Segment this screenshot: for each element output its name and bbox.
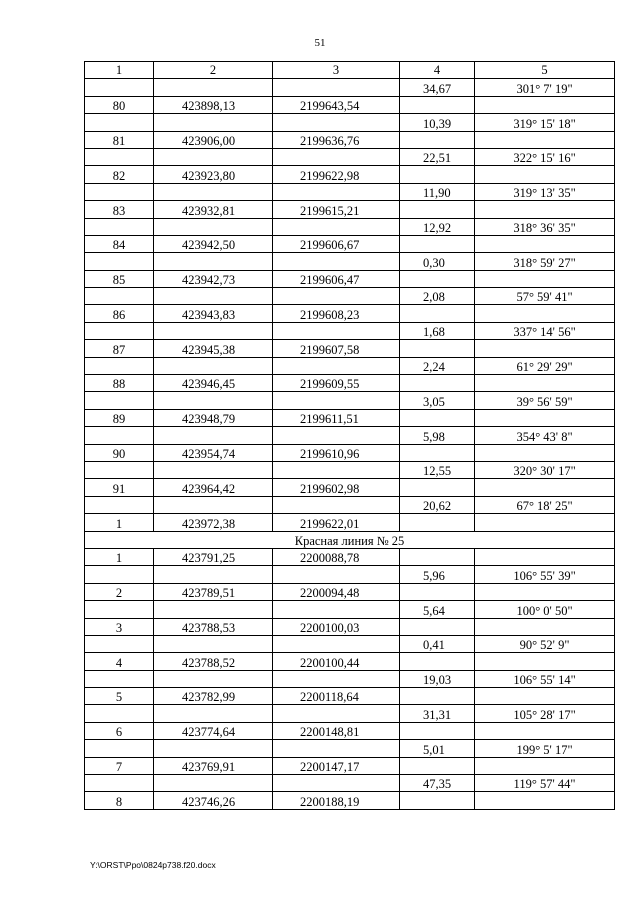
y-coordinate-cell <box>273 461 400 478</box>
x-coordinate-cell <box>154 288 273 305</box>
bearing-cell: 319° 15' 18" <box>475 114 615 131</box>
point-number-cell <box>85 148 154 165</box>
y-coordinate-cell: 2199609,55 <box>273 375 400 392</box>
x-coordinate-cell: 423769,91 <box>154 757 273 774</box>
bearing-cell <box>475 270 615 287</box>
y-coordinate-cell <box>273 79 400 96</box>
point-number-cell <box>85 253 154 270</box>
point-number-cell: 84 <box>85 235 154 252</box>
point-number-cell: 83 <box>85 201 154 218</box>
segment-row <box>85 427 615 444</box>
header-cell: 3 <box>273 62 400 79</box>
y-coordinate-cell <box>273 114 400 131</box>
bearing-cell: 105° 28' 17" <box>475 705 615 722</box>
x-coordinate-cell: 423946,45 <box>154 375 273 392</box>
segment-row <box>85 705 615 722</box>
bearing-cell <box>475 514 615 531</box>
x-coordinate-cell: 423906,00 <box>154 131 273 148</box>
point-number-cell: 82 <box>85 166 154 183</box>
distance-cell: 3,05 <box>400 392 475 409</box>
y-coordinate-cell: 2199622,01 <box>273 514 400 531</box>
point-row <box>85 548 615 565</box>
page-number: 51 <box>314 37 326 49</box>
header-cell: 1 <box>85 62 154 79</box>
x-coordinate-cell <box>154 148 273 165</box>
y-coordinate-cell: 2199606,67 <box>273 235 400 252</box>
y-coordinate-cell: 2199636,76 <box>273 131 400 148</box>
distance-cell: 20,62 <box>400 496 475 513</box>
distance-cell: 2,08 <box>400 288 475 305</box>
segment-row <box>85 670 615 687</box>
bearing-cell <box>475 340 615 357</box>
point-row <box>85 131 615 148</box>
segment-row <box>85 461 615 478</box>
y-coordinate-cell: 2199606,47 <box>273 270 400 287</box>
x-coordinate-cell: 423964,42 <box>154 479 273 496</box>
bearing-cell <box>475 375 615 392</box>
bearing-cell: 320° 30' 17" <box>475 461 615 478</box>
y-coordinate-cell: 2200118,64 <box>273 688 400 705</box>
point-number-cell: 6 <box>85 722 154 739</box>
point-row <box>85 618 615 635</box>
y-coordinate-cell: 2199643,54 <box>273 96 400 113</box>
bearing-cell <box>475 757 615 774</box>
bearing-cell: 199° 5' 17" <box>475 740 615 757</box>
distance-cell <box>400 444 475 461</box>
x-coordinate-cell <box>154 322 273 339</box>
distance-cell: 0,41 <box>400 635 475 652</box>
point-number-cell: 81 <box>85 131 154 148</box>
bearing-cell: 61° 29' 29" <box>475 357 615 374</box>
point-row <box>85 792 615 809</box>
distance-cell <box>400 722 475 739</box>
x-coordinate-cell: 423945,38 <box>154 340 273 357</box>
y-coordinate-cell <box>273 566 400 583</box>
point-number-cell <box>85 461 154 478</box>
x-coordinate-cell: 423746,26 <box>154 792 273 809</box>
distance-cell <box>400 201 475 218</box>
point-number-cell: 7 <box>85 757 154 774</box>
x-coordinate-cell: 423943,83 <box>154 305 273 322</box>
bearing-cell <box>475 444 615 461</box>
distance-cell <box>400 479 475 496</box>
distance-cell <box>400 583 475 600</box>
x-coordinate-cell <box>154 775 273 792</box>
distance-cell: 5,64 <box>400 601 475 618</box>
bearing-cell <box>475 201 615 218</box>
point-row <box>85 409 615 426</box>
segment-row <box>85 218 615 235</box>
bearing-cell: 100° 0' 50" <box>475 601 615 618</box>
point-row <box>85 722 615 739</box>
segment-row <box>85 357 615 374</box>
distance-cell <box>400 757 475 774</box>
y-coordinate-cell: 2200188,19 <box>273 792 400 809</box>
segment-row <box>85 148 615 165</box>
point-number-cell <box>85 357 154 374</box>
distance-cell <box>400 96 475 113</box>
x-coordinate-cell: 423972,38 <box>154 514 273 531</box>
y-coordinate-cell: 2199608,23 <box>273 305 400 322</box>
bearing-cell: 318° 36' 35" <box>475 218 615 235</box>
point-row <box>85 653 615 670</box>
x-coordinate-cell <box>154 566 273 583</box>
bearing-cell <box>475 548 615 565</box>
x-coordinate-cell <box>154 705 273 722</box>
distance-cell: 11,90 <box>400 183 475 200</box>
x-coordinate-cell <box>154 601 273 618</box>
point-row <box>85 201 615 218</box>
x-coordinate-cell <box>154 114 273 131</box>
point-number-cell: 8 <box>85 792 154 809</box>
point-number-cell <box>85 322 154 339</box>
distance-cell <box>400 618 475 635</box>
point-number-cell <box>85 79 154 96</box>
distance-cell <box>400 166 475 183</box>
y-coordinate-cell <box>273 183 400 200</box>
y-coordinate-cell: 2200147,17 <box>273 757 400 774</box>
point-number-cell: 86 <box>85 305 154 322</box>
point-number-cell <box>85 775 154 792</box>
point-row <box>85 757 615 774</box>
y-coordinate-cell: 2200088,78 <box>273 548 400 565</box>
point-number-cell <box>85 496 154 513</box>
y-coordinate-cell <box>273 218 400 235</box>
header-cell: 4 <box>400 62 475 79</box>
x-coordinate-cell <box>154 496 273 513</box>
bearing-cell <box>475 96 615 113</box>
point-number-cell: 89 <box>85 409 154 426</box>
bearing-cell <box>475 235 615 252</box>
point-number-cell: 80 <box>85 96 154 113</box>
point-row <box>85 479 615 496</box>
y-coordinate-cell <box>273 705 400 722</box>
y-coordinate-cell <box>273 670 400 687</box>
x-coordinate-cell <box>154 740 273 757</box>
x-coordinate-cell: 423788,52 <box>154 653 273 670</box>
y-coordinate-cell <box>273 775 400 792</box>
header-cell: 5 <box>475 62 615 79</box>
distance-cell: 34,67 <box>400 79 475 96</box>
bearing-cell <box>475 688 615 705</box>
point-row <box>85 235 615 252</box>
y-coordinate-cell: 2200148,81 <box>273 722 400 739</box>
bearing-cell <box>475 722 615 739</box>
x-coordinate-cell <box>154 635 273 652</box>
bearing-cell: 322° 15' 16" <box>475 148 615 165</box>
y-coordinate-cell <box>273 392 400 409</box>
distance-cell <box>400 653 475 670</box>
point-row <box>85 96 615 113</box>
distance-cell: 2,24 <box>400 357 475 374</box>
distance-cell: 31,31 <box>400 705 475 722</box>
segment-row <box>85 740 615 757</box>
y-coordinate-cell: 2199615,21 <box>273 201 400 218</box>
y-coordinate-cell <box>273 635 400 652</box>
distance-cell <box>400 270 475 287</box>
distance-cell <box>400 375 475 392</box>
header-cell: 2 <box>154 62 273 79</box>
bearing-cell: 319° 13' 35" <box>475 183 615 200</box>
point-row <box>85 270 615 287</box>
point-number-cell <box>85 427 154 444</box>
distance-cell <box>400 340 475 357</box>
x-coordinate-cell: 423932,81 <box>154 201 273 218</box>
x-coordinate-cell <box>154 183 273 200</box>
distance-cell <box>400 235 475 252</box>
x-coordinate-cell <box>154 670 273 687</box>
bearing-cell: 57° 59' 41" <box>475 288 615 305</box>
distance-cell: 22,51 <box>400 148 475 165</box>
x-coordinate-cell: 423789,51 <box>154 583 273 600</box>
y-coordinate-cell: 2199622,98 <box>273 166 400 183</box>
point-number-cell <box>85 601 154 618</box>
distance-cell: 0,30 <box>400 253 475 270</box>
table-header-row <box>85 62 615 79</box>
distance-cell <box>400 409 475 426</box>
y-coordinate-cell <box>273 496 400 513</box>
point-row <box>85 375 615 392</box>
point-number-cell: 3 <box>85 618 154 635</box>
point-number-cell: 90 <box>85 444 154 461</box>
y-coordinate-cell <box>273 148 400 165</box>
point-number-cell: 5 <box>85 688 154 705</box>
point-row <box>85 688 615 705</box>
bearing-cell: 39° 56' 59" <box>475 392 615 409</box>
section-title-row <box>85 531 615 548</box>
x-coordinate-cell: 423774,64 <box>154 722 273 739</box>
section-title: Красная линия № 25 <box>85 531 615 548</box>
distance-cell <box>400 305 475 322</box>
y-coordinate-cell <box>273 322 400 339</box>
point-number-cell <box>85 566 154 583</box>
point-number-cell: 2 <box>85 583 154 600</box>
y-coordinate-cell <box>273 357 400 374</box>
point-number-cell <box>85 392 154 409</box>
bearing-cell: 119° 57' 44" <box>475 775 615 792</box>
point-row <box>85 444 615 461</box>
x-coordinate-cell <box>154 357 273 374</box>
x-coordinate-cell: 423782,99 <box>154 688 273 705</box>
bearing-cell: 301° 7' 19" <box>475 79 615 96</box>
coordinates-table <box>84 61 615 810</box>
y-coordinate-cell: 2199610,96 <box>273 444 400 461</box>
bearing-cell <box>475 409 615 426</box>
segment-row <box>85 392 615 409</box>
distance-cell: 5,98 <box>400 427 475 444</box>
y-coordinate-cell <box>273 740 400 757</box>
point-number-cell <box>85 740 154 757</box>
point-row <box>85 583 615 600</box>
point-row <box>85 340 615 357</box>
x-coordinate-cell <box>154 392 273 409</box>
bearing-cell: 354° 43' 8" <box>475 427 615 444</box>
x-coordinate-cell: 423788,53 <box>154 618 273 635</box>
segment-row <box>85 253 615 270</box>
point-number-cell: 85 <box>85 270 154 287</box>
x-coordinate-cell <box>154 427 273 444</box>
x-coordinate-cell <box>154 253 273 270</box>
point-number-cell <box>85 183 154 200</box>
y-coordinate-cell <box>273 288 400 305</box>
y-coordinate-cell <box>273 427 400 444</box>
bearing-cell: 337° 14' 56" <box>475 322 615 339</box>
distance-cell <box>400 792 475 809</box>
point-number-cell <box>85 705 154 722</box>
x-coordinate-cell: 423942,73 <box>154 270 273 287</box>
segment-row <box>85 114 615 131</box>
distance-cell: 5,96 <box>400 566 475 583</box>
distance-cell: 10,39 <box>400 114 475 131</box>
point-row <box>85 305 615 322</box>
y-coordinate-cell: 2199602,98 <box>273 479 400 496</box>
bearing-cell <box>475 792 615 809</box>
bearing-cell <box>475 305 615 322</box>
x-coordinate-cell: 423954,74 <box>154 444 273 461</box>
bearing-cell: 67° 18' 25" <box>475 496 615 513</box>
segment-row <box>85 775 615 792</box>
y-coordinate-cell: 2200100,03 <box>273 618 400 635</box>
x-coordinate-cell <box>154 79 273 96</box>
segment-row <box>85 183 615 200</box>
x-coordinate-cell: 423923,80 <box>154 166 273 183</box>
segment-row <box>85 635 615 652</box>
x-coordinate-cell <box>154 218 273 235</box>
point-number-cell: 88 <box>85 375 154 392</box>
bearing-cell: 90° 52' 9" <box>475 635 615 652</box>
segment-row <box>85 288 615 305</box>
x-coordinate-cell <box>154 461 273 478</box>
distance-cell: 1,68 <box>400 322 475 339</box>
x-coordinate-cell: 423942,50 <box>154 235 273 252</box>
point-number-cell <box>85 114 154 131</box>
y-coordinate-cell <box>273 601 400 618</box>
bearing-cell <box>475 653 615 670</box>
point-number-cell <box>85 670 154 687</box>
y-coordinate-cell <box>273 253 400 270</box>
bearing-cell <box>475 583 615 600</box>
point-number-cell <box>85 218 154 235</box>
y-coordinate-cell: 2199611,51 <box>273 409 400 426</box>
point-number-cell <box>85 288 154 305</box>
bearing-cell: 106° 55' 39" <box>475 566 615 583</box>
segment-row <box>85 322 615 339</box>
x-coordinate-cell: 423791,25 <box>154 548 273 565</box>
segment-row <box>85 79 615 96</box>
distance-cell: 5,01 <box>400 740 475 757</box>
bearing-cell <box>475 479 615 496</box>
segment-row <box>85 566 615 583</box>
bearing-cell: 318° 59' 27" <box>475 253 615 270</box>
point-number-cell: 1 <box>85 548 154 565</box>
point-number-cell <box>85 635 154 652</box>
table-body <box>85 79 615 809</box>
segment-row <box>85 496 615 513</box>
bearing-cell <box>475 618 615 635</box>
x-coordinate-cell: 423898,13 <box>154 96 273 113</box>
distance-cell <box>400 131 475 148</box>
point-row <box>85 514 615 531</box>
x-coordinate-cell: 423948,79 <box>154 409 273 426</box>
bearing-cell <box>475 131 615 148</box>
y-coordinate-cell: 2200094,48 <box>273 583 400 600</box>
distance-cell: 12,55 <box>400 461 475 478</box>
y-coordinate-cell: 2200100,44 <box>273 653 400 670</box>
file-path-footer: Y:\ORST\Ppo\0824p738.f20.docx <box>90 860 216 870</box>
distance-cell: 47,35 <box>400 775 475 792</box>
bearing-cell: 106° 55' 14" <box>475 670 615 687</box>
point-number-cell: 1 <box>85 514 154 531</box>
distance-cell <box>400 688 475 705</box>
y-coordinate-cell: 2199607,58 <box>273 340 400 357</box>
distance-cell: 12,92 <box>400 218 475 235</box>
point-row <box>85 166 615 183</box>
point-number-cell: 4 <box>85 653 154 670</box>
distance-cell <box>400 548 475 565</box>
point-number-cell: 91 <box>85 479 154 496</box>
bearing-cell <box>475 166 615 183</box>
distance-cell <box>400 514 475 531</box>
segment-row <box>85 601 615 618</box>
point-number-cell: 87 <box>85 340 154 357</box>
distance-cell: 19,03 <box>400 670 475 687</box>
